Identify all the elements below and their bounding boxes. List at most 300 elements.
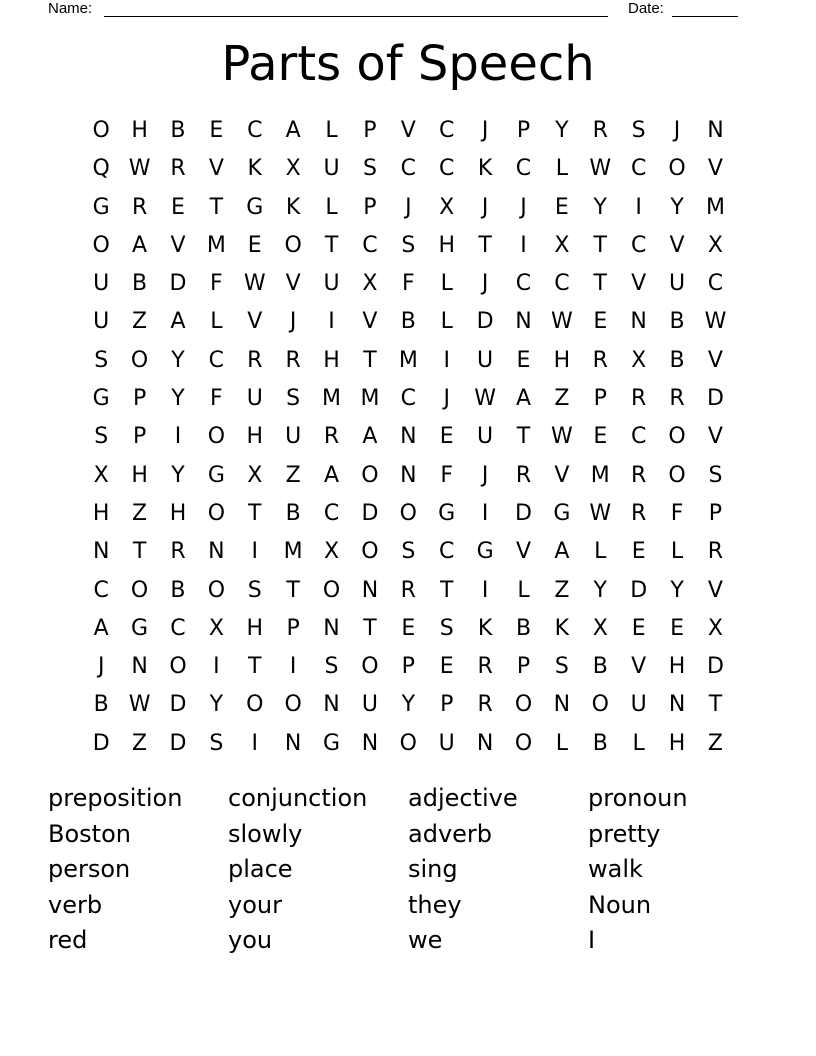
grid-letter: J <box>289 309 297 335</box>
grid-letter: H <box>553 347 571 373</box>
grid-letter: H <box>323 347 340 373</box>
grid-letter: R <box>131 194 148 220</box>
grid-letter: L <box>325 118 338 143</box>
grid-letter: S <box>286 386 301 412</box>
grid-letter: N <box>400 462 417 488</box>
grid-letter: R <box>170 539 186 565</box>
grid-letter: S <box>247 577 262 603</box>
grid-letter: U <box>669 271 686 297</box>
grid-letter: Z <box>707 730 723 756</box>
grid-letter: D <box>630 577 648 603</box>
grid-letter: P <box>363 194 377 220</box>
grid-letter: P <box>132 424 147 450</box>
grid-letter: I <box>289 654 297 680</box>
grid-letter: A <box>170 309 186 335</box>
grid-letter: O <box>130 347 149 373</box>
word-bank-item: red <box>48 926 88 955</box>
grid-letter: J <box>481 118 489 143</box>
grid-letter: O <box>207 577 226 603</box>
grid-letter: H <box>246 424 264 450</box>
grid-letter: J <box>481 194 489 220</box>
name-label: Name: <box>48 0 93 17</box>
grid-letter: P <box>516 118 531 143</box>
grid-letter: W <box>704 309 727 335</box>
grid-letter: X <box>285 156 301 182</box>
grid-letter: V <box>554 462 570 488</box>
grid-letter: O <box>169 654 187 680</box>
grid-letter: Y <box>593 577 607 603</box>
grid-letter: Y <box>401 692 416 718</box>
word-bank-item: conjunction <box>228 784 368 812</box>
grid-letter: P <box>593 386 607 412</box>
grid-letter: P <box>132 386 147 412</box>
grid-letter: C <box>630 232 647 258</box>
grid-letter: T <box>516 424 531 450</box>
grid-letter: K <box>554 615 570 641</box>
grid-letter: D <box>361 500 379 526</box>
grid-letter: A <box>93 615 109 641</box>
grid-letter: M <box>322 386 342 412</box>
grid-letter: E <box>247 232 262 258</box>
grid-letter: Z <box>554 577 570 603</box>
grid-letter: C <box>439 156 455 182</box>
grid-letter: C <box>554 271 570 297</box>
grid-letter: P <box>708 500 723 526</box>
word-bank-item: verb <box>48 890 103 919</box>
word-bank-item: I <box>588 926 596 955</box>
grid-letter: I <box>213 654 220 680</box>
word-bank-item: adverb <box>408 819 493 848</box>
grid-letter: D <box>169 692 187 718</box>
grid-letter: E <box>631 615 646 641</box>
grid-letter: O <box>361 539 379 565</box>
grid-letter: T <box>209 194 224 220</box>
word-bank-item: Noun <box>588 890 652 919</box>
grid-letter: J <box>481 462 489 488</box>
grid-letter: B <box>592 730 608 756</box>
word-bank-item: place <box>228 855 293 884</box>
grid-letter: F <box>210 271 223 297</box>
grid-letter: C <box>515 271 532 297</box>
grid-letter: I <box>443 347 450 373</box>
grid-letter: A <box>515 386 532 412</box>
grid-letter: S <box>439 615 454 641</box>
grid-letter: J <box>673 118 681 143</box>
grid-letter: S <box>94 347 109 373</box>
grid-letter: E <box>401 615 416 641</box>
grid-letter: U <box>323 271 340 297</box>
grid-letter: T <box>593 271 607 297</box>
grid-letter: L <box>325 194 338 220</box>
grid-letter: C <box>247 118 263 143</box>
grid-letter: S <box>401 232 416 258</box>
grid-letter: W <box>551 424 573 450</box>
name-blank-line <box>104 0 608 17</box>
grid-letter: N <box>284 730 302 756</box>
grid-letter: D <box>706 386 724 412</box>
grid-letter: U <box>323 156 340 182</box>
grid-letter: Y <box>555 118 569 143</box>
grid-letter: B <box>170 577 186 603</box>
grid-letter: U <box>630 692 647 718</box>
grid-letter: M <box>705 194 725 220</box>
grid-letter: G <box>246 194 264 220</box>
grid-letter: L <box>555 730 569 756</box>
word-bank-item: Boston <box>48 819 131 848</box>
grid-letter: O <box>322 577 341 603</box>
grid-letter: F <box>440 462 454 488</box>
grid-letter: G <box>131 615 149 641</box>
grid-letter: T <box>324 232 339 258</box>
grid-letter: T <box>363 615 377 641</box>
grid-letter: N <box>208 539 225 565</box>
grid-letter: R <box>592 347 608 373</box>
grid-letter: S <box>631 118 646 143</box>
grid-letter: Y <box>593 194 607 220</box>
grid-letter: O <box>514 692 533 718</box>
grid-letter: P <box>516 654 531 680</box>
grid-letter: N <box>400 424 417 450</box>
grid-letter: C <box>362 232 378 258</box>
grid-letter: J <box>405 194 412 220</box>
grid-letter: X <box>439 194 455 220</box>
grid-letter: T <box>593 232 607 258</box>
grid-letter: Y <box>171 386 185 412</box>
grid-letter: X <box>324 539 340 565</box>
grid-letter: U <box>93 271 110 297</box>
grid-letter: X <box>592 615 608 641</box>
grid-letter: T <box>248 654 262 680</box>
grid-letter: G <box>323 730 341 756</box>
grid-letter: A <box>324 462 340 488</box>
grid-letter: E <box>439 424 454 450</box>
grid-letter: R <box>631 462 647 488</box>
grid-letter: R <box>477 654 493 680</box>
grid-letter: V <box>170 232 186 258</box>
grid-letter: O <box>399 730 417 756</box>
grid-letter: Q <box>92 156 110 182</box>
grid-letter: T <box>132 539 147 565</box>
grid-letter: B <box>285 500 301 526</box>
grid-letter: Z <box>132 309 148 335</box>
date-blank-line <box>672 0 738 17</box>
grid-letter: F <box>210 386 223 412</box>
grid-letter: P <box>363 118 377 143</box>
worksheet-header <box>48 0 746 18</box>
word-bank <box>48 780 768 958</box>
word-bank-item: we <box>408 926 443 955</box>
grid-letter: Y <box>171 462 185 488</box>
grid-letter: S <box>362 156 377 182</box>
grid-letter: W <box>589 156 612 182</box>
grid-letter: A <box>285 118 301 143</box>
grid-letter: U <box>438 730 455 756</box>
grid-letter: D <box>169 730 187 756</box>
grid-letter: F <box>401 271 415 297</box>
grid-letter: D <box>706 654 724 680</box>
grid-letter: R <box>247 347 263 373</box>
grid-letter: C <box>170 615 186 641</box>
grid-letter: O <box>284 692 302 718</box>
word-bank-item: walk <box>588 855 643 884</box>
grid-letter: C <box>707 271 724 297</box>
grid-letter: C <box>400 156 416 182</box>
grid-letter: R <box>631 500 647 526</box>
grid-letter: G <box>438 500 456 526</box>
grid-letter: U <box>477 424 494 450</box>
grid-letter: O <box>92 118 110 143</box>
grid-letter: S <box>209 730 224 756</box>
grid-letter: I <box>251 539 258 565</box>
grid-letter: G <box>476 539 494 565</box>
grid-letter: H <box>668 730 686 756</box>
grid-letter: O <box>399 500 417 526</box>
grid-letter: E <box>171 194 185 220</box>
word-bank-item: adjective <box>408 784 518 812</box>
grid-letter: T <box>439 577 454 603</box>
grid-letter: N <box>553 692 571 718</box>
grid-letter: R <box>669 386 685 412</box>
grid-letter: E <box>554 194 569 220</box>
grid-letter: S <box>708 462 723 488</box>
grid-letter: G <box>553 500 571 526</box>
grid-letter: R <box>323 424 340 450</box>
grid-letter: I <box>520 232 527 258</box>
grid-letter: E <box>439 654 454 680</box>
grid-letter: O <box>284 232 302 258</box>
grid-letter: H <box>246 615 264 641</box>
grid-letter: P <box>401 654 415 680</box>
grid-letter: C <box>400 386 416 412</box>
grid-letter: L <box>210 309 223 335</box>
grid-letter: L <box>440 309 453 335</box>
grid-letter: C <box>93 577 109 603</box>
grid-letter: N <box>476 730 494 756</box>
grid-letter: T <box>478 232 492 258</box>
grid-letter: X <box>362 271 378 297</box>
grid-letter: X <box>554 232 570 258</box>
grid-letter: U <box>93 309 110 335</box>
grid-letter: O <box>668 156 686 182</box>
grid-letter: K <box>477 156 493 182</box>
grid-letter: T <box>708 692 723 718</box>
grid-letter: T <box>363 347 377 373</box>
word-bank-item: sing <box>408 855 458 884</box>
grid-letter: W <box>128 692 151 718</box>
grid-letter: R <box>400 577 416 603</box>
grid-letter: O <box>207 424 226 450</box>
grid-letter: A <box>554 539 570 565</box>
page-title: Parts of Speech <box>221 36 595 92</box>
grid-letter: W <box>243 271 266 297</box>
grid-letter: D <box>92 730 110 756</box>
grid-letter: X <box>707 232 723 258</box>
grid-letter: Z <box>554 386 570 412</box>
grid-letter: V <box>285 271 301 297</box>
grid-letter: Y <box>670 577 684 603</box>
grid-letter: J <box>443 386 450 412</box>
grid-letter: K <box>477 615 493 641</box>
grid-letter: L <box>555 156 569 182</box>
grid-letter: V <box>400 118 416 143</box>
grid-letter: I <box>635 194 642 220</box>
word-search-grid <box>82 112 735 763</box>
grid-letter: U <box>246 386 263 412</box>
grid-letter: E <box>670 615 684 641</box>
grid-letter: R <box>515 462 532 488</box>
grid-letter: H <box>668 654 686 680</box>
grid-letter: E <box>593 309 608 335</box>
grid-letter: R <box>477 692 493 718</box>
grid-letter: M <box>360 386 380 412</box>
grid-letter: N <box>92 539 110 565</box>
grid-letter: V <box>515 539 532 565</box>
grid-letter: R <box>592 118 608 143</box>
grid-letter: Z <box>132 500 148 526</box>
grid-letter: N <box>361 730 379 756</box>
grid-letter: P <box>440 692 454 718</box>
grid-letter: N <box>707 118 724 143</box>
word-bank-item: your <box>228 890 282 919</box>
grid-letter: V <box>247 309 263 335</box>
grid-letter: I <box>251 730 258 756</box>
word-bank-item: pretty <box>588 819 661 848</box>
grid-letter: B <box>669 309 685 335</box>
grid-letter: F <box>670 500 684 526</box>
grid-letter: B <box>93 692 109 718</box>
grid-letter: A <box>362 424 378 450</box>
grid-letter: R <box>707 539 724 565</box>
grid-letter: Y <box>171 347 185 373</box>
grid-letter: G <box>207 462 225 488</box>
grid-letter: B <box>170 118 186 143</box>
grid-letter: X <box>247 462 263 488</box>
grid-letter: L <box>517 577 530 603</box>
grid-letter: L <box>440 271 453 297</box>
grid-letter: D <box>476 309 494 335</box>
grid-letter: N <box>515 309 532 335</box>
grid-letter: C <box>630 424 647 450</box>
grid-letter: Z <box>285 462 301 488</box>
grid-letter: Y <box>209 692 224 718</box>
grid-letter: M <box>206 232 226 258</box>
grid-letter: G <box>92 386 110 412</box>
grid-letter: V <box>208 156 224 182</box>
grid-letter: E <box>209 118 224 143</box>
grid-letter: S <box>324 654 339 680</box>
grid-letter: C <box>208 347 225 373</box>
grid-letter: U <box>477 347 494 373</box>
grid-letter: N <box>668 692 686 718</box>
grid-letter: O <box>92 232 110 258</box>
grid-letter: A <box>132 232 148 258</box>
grid-letter: N <box>131 654 148 680</box>
grid-letter: I <box>174 424 182 450</box>
grid-letter: O <box>130 577 149 603</box>
grid-letter: I <box>481 500 489 526</box>
grid-letter: I <box>481 577 489 603</box>
grid-letter: O <box>246 692 264 718</box>
grid-letter: R <box>285 347 301 373</box>
date-label: Date: <box>628 0 664 17</box>
grid-letter: X <box>93 462 109 488</box>
grid-letter: K <box>285 194 301 220</box>
grid-letter: V <box>669 232 685 258</box>
grid-letter: X <box>631 347 647 373</box>
grid-letter: J <box>481 271 489 297</box>
grid-letter: X <box>707 615 723 641</box>
grid-letter: G <box>92 194 110 220</box>
grid-letter: N <box>361 577 379 603</box>
grid-letter: C <box>515 156 532 182</box>
grid-letter: V <box>631 271 647 297</box>
grid-letter: K <box>247 156 262 182</box>
grid-letter: N <box>323 692 340 718</box>
grid-letter: V <box>707 156 723 182</box>
grid-letter: B <box>400 309 416 335</box>
word-bank-item: preposition <box>48 784 183 812</box>
grid-letter: V <box>631 654 647 680</box>
grid-letter: M <box>283 539 303 565</box>
grid-letter: W <box>589 500 612 526</box>
grid-letter: R <box>170 156 186 182</box>
grid-letter: N <box>630 309 647 335</box>
grid-letter: C <box>439 118 455 143</box>
grid-letter: O <box>514 730 533 756</box>
grid-letter: H <box>131 462 148 488</box>
grid-letter: W <box>551 309 573 335</box>
grid-letter: O <box>591 692 609 718</box>
grid-letter: D <box>515 500 532 526</box>
grid-letter: C <box>630 156 647 182</box>
grid-letter: C <box>439 539 455 565</box>
grid-letter: D <box>169 271 187 297</box>
word-bank-item: you <box>228 926 273 955</box>
grid-letter: C <box>323 500 340 526</box>
grid-letter: H <box>438 232 455 258</box>
grid-letter: B <box>592 654 608 680</box>
word-bank-item: pronoun <box>588 784 688 812</box>
grid-letter: W <box>474 386 496 412</box>
grid-letter: B <box>669 347 685 373</box>
grid-letter: V <box>362 309 378 335</box>
grid-letter: E <box>593 424 608 450</box>
grid-letter: O <box>668 424 686 450</box>
grid-letter: M <box>590 462 610 488</box>
word-bank-item: person <box>48 855 131 884</box>
grid-letter: J <box>97 654 105 680</box>
grid-letter: I <box>328 309 335 335</box>
grid-letter: O <box>207 500 226 526</box>
grid-letter: T <box>248 500 262 526</box>
grid-letter: O <box>668 462 686 488</box>
word-bank-item: they <box>408 890 462 919</box>
grid-letter: S <box>94 424 109 450</box>
grid-letter: L <box>670 539 684 565</box>
grid-letter: O <box>361 654 379 680</box>
grid-letter: M <box>398 347 418 373</box>
grid-letter: H <box>92 500 110 526</box>
grid-letter: L <box>594 539 607 565</box>
grid-letter: P <box>286 615 300 641</box>
grid-letter: O <box>361 462 379 488</box>
grid-letter: J <box>520 194 527 220</box>
grid-letter: S <box>401 539 416 565</box>
grid-letter: V <box>707 347 723 373</box>
grid-letter: V <box>707 577 723 603</box>
grid-letter: V <box>707 424 723 450</box>
grid-letter: B <box>132 271 148 297</box>
